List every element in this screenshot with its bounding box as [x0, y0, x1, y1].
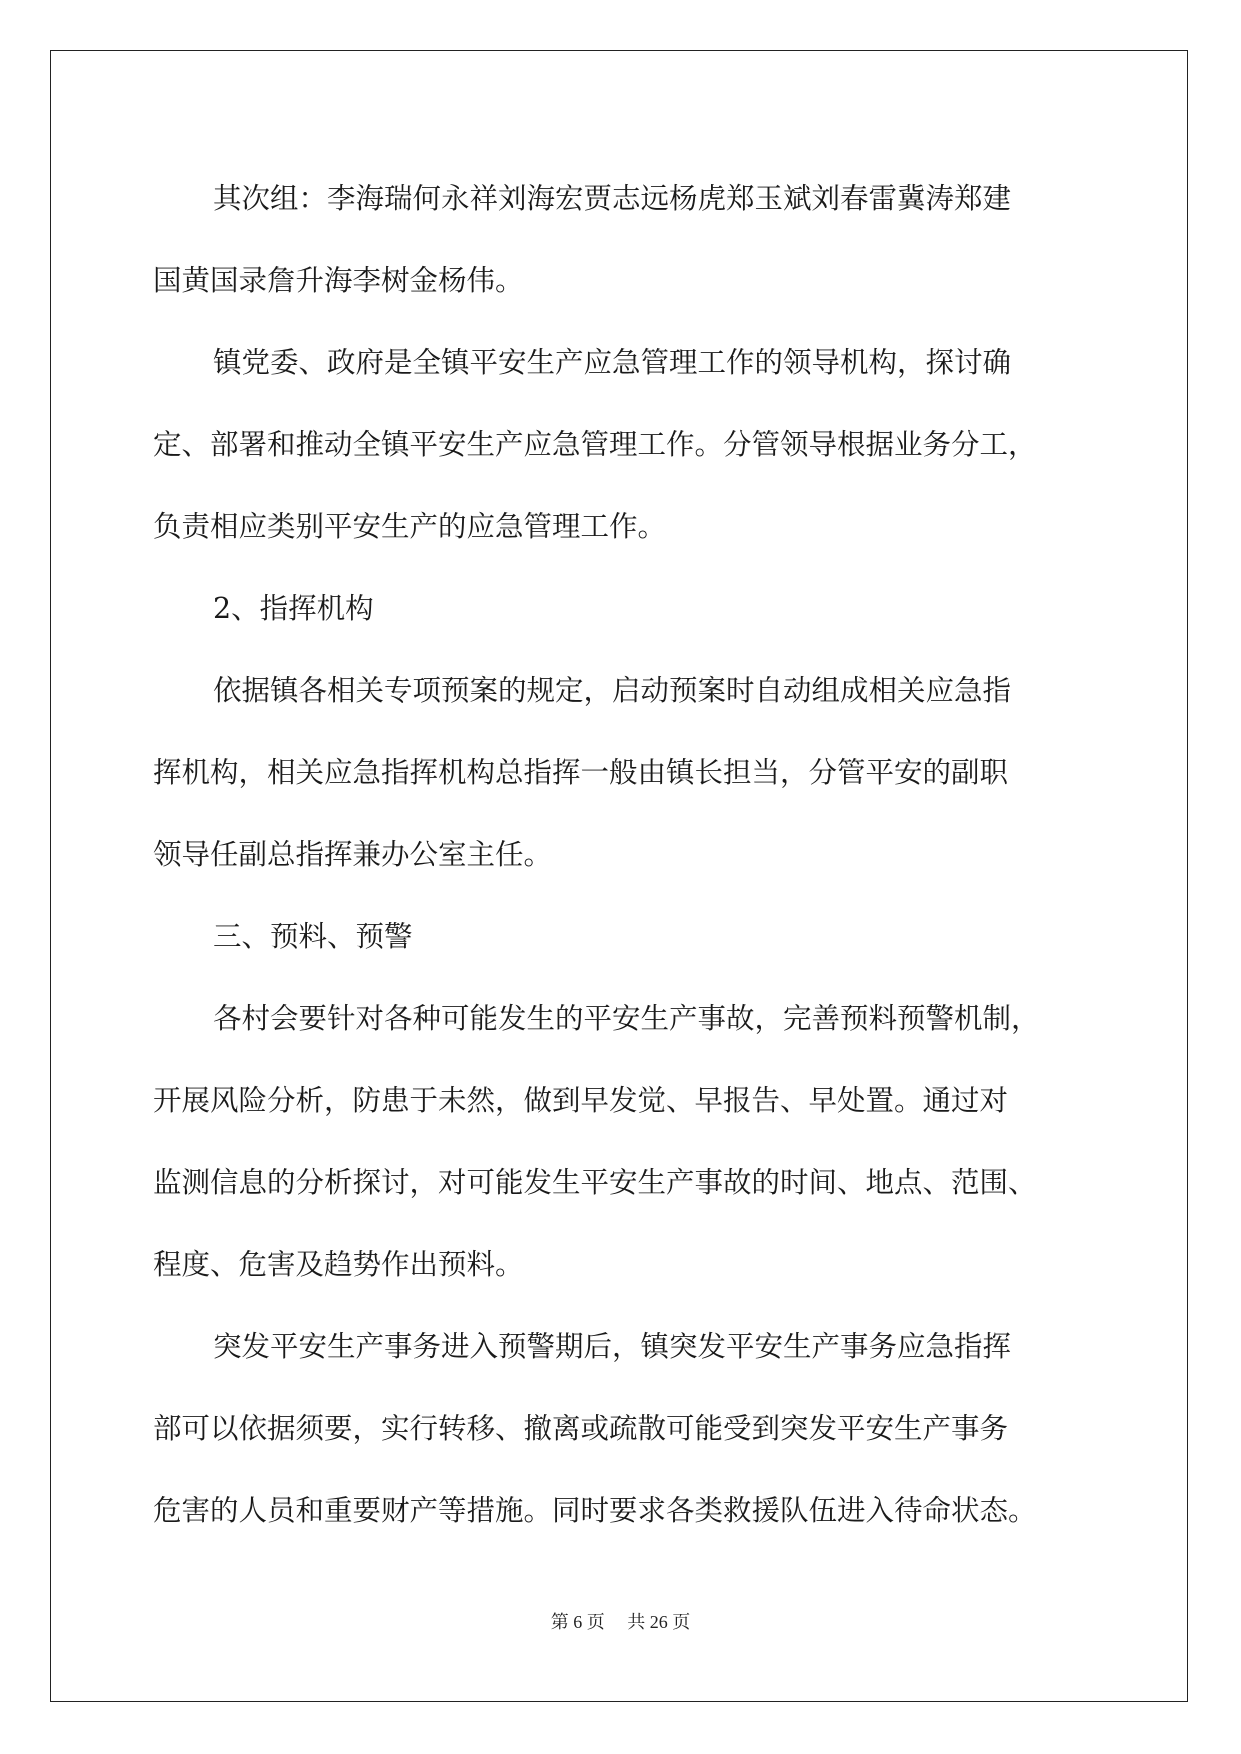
- paragraph-line: 镇党委、政府是全镇平安生产应急管理工作的领导机构，探讨确: [213, 346, 1012, 379]
- paragraph-line: 各村会要针对各种可能发生的平安生产事故，完善预料预警机制，: [213, 1002, 1040, 1035]
- section-heading: 2、指挥机构: [213, 592, 374, 625]
- paragraph-line: 定、部署和推动全镇平安生产应急管理工作。分管领导根据业务分工，: [153, 428, 1037, 461]
- paragraph-line: 负责相应类别平安生产的应急管理工作。: [153, 510, 667, 543]
- paragraph-line: 程度、危害及趋势作出预料。: [153, 1248, 524, 1281]
- paragraph-line: 部可以依据须要，实行转移、撤离或疏散可能受到突发平安生产事务: [153, 1412, 1009, 1445]
- paragraph-line: 危害的人员和重要财产等措施。同时要求各类救援队伍进入待命状态。: [153, 1494, 1037, 1527]
- paragraph-line: 监测信息的分析探讨，对可能发生平安生产事故的时间、地点、范围、: [153, 1166, 1037, 1199]
- paragraph-line: 挥机构，相关应急指挥机构总指挥一般由镇长担当，分管平安的副职: [153, 756, 1009, 789]
- page-footer: [0, 1608, 1241, 1634]
- paragraph-line: 开展风险分析，防患于未然，做到早发觉、早报告、早处置。通过对: [153, 1084, 1009, 1117]
- paragraph-line: 国黄国录詹升海李树金杨伟。: [153, 264, 524, 297]
- paragraph-line: 领导任副总指挥兼办公室主任。: [153, 838, 553, 871]
- page-total: 共 26 页: [627, 1612, 691, 1632]
- document-body: [153, 158, 1093, 1552]
- section-heading: 三、预料、预警: [213, 920, 413, 953]
- page-number: 第 6 页: [550, 1612, 605, 1632]
- paragraph-line: 突发平安生产事务进入预警期后，镇突发平安生产事务应急指挥: [213, 1330, 1012, 1363]
- paragraph-line: 依据镇各相关专项预案的规定，启动预案时自动组成相关应急指: [213, 674, 1012, 707]
- paragraph-line: 其次组：李海瑞何永祥刘海宏贾志远杨虎郑玉斌刘春雷冀涛郑建: [213, 182, 1012, 215]
